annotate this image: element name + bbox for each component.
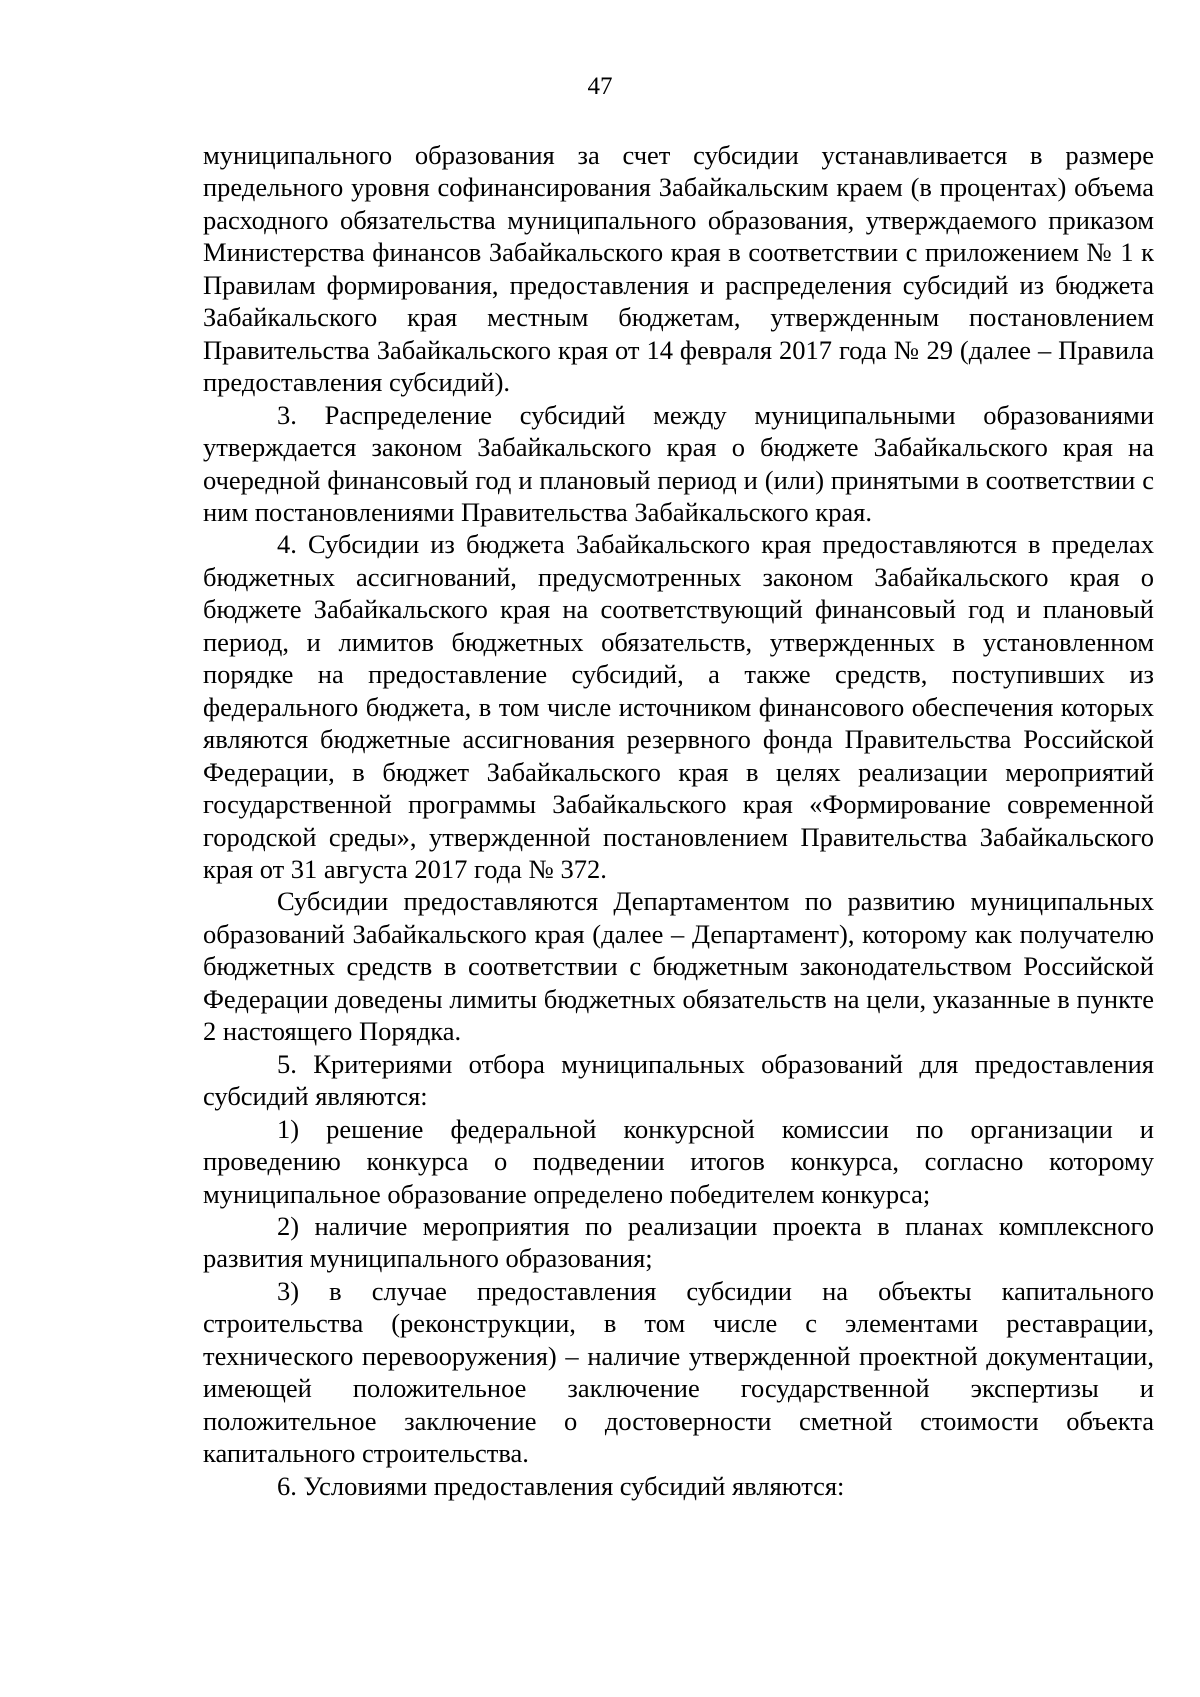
paragraph-6-conditions: 6. Условиями предоставления субсидий являются: bbox=[277, 1470, 845, 1501]
paragraph-3-distribution: 3. Распределение субсидий между муниципальными образованиями утверждается законом Забайкальского края о бюджете Забайкальского края на очередной финансовый год и плановый период и (или) принятыми в соответствии с ним постановлениями Правительства Забайкальского края. bbox=[203, 399, 1154, 527]
list-item-criterion-1: 1) решение федеральной конкурсной комиссии по организации и проведению конкурса о подведении итогов конкурса, согласно которому муниципальное образование определено победителем конкурса; bbox=[203, 1113, 1154, 1209]
paragraph-4-budget-limits: 4. Субсидии из бюджета Забайкальского края предоставляются в пределах бюджетных ассигнований, предусмотренных законом Забайкальского края о бюджете Забайкальского края на соответствующий финансовый год и плановый период, и лимитов бюджетных обязательств, утвержденных в установленном порядке на предоставление субсидий, а также средств, поступивших из федерального бюджета, в том числе источником финансового обеспечения которых являются бюджетные ассигнования резервного фонда Правительства Российской Федерации, в бюджет Забайкальского края в целях реализации мероприятий государственной программы Забайкальского края «Формирование современной городской среды», утвержденной постановлением Правительства Забайкальского края от 31 августа 2017 года № 372. bbox=[203, 529, 1154, 884]
paragraph-department: Субсидии предоставляются Департаментом по развитию муниципальных образований Забайкальского края (далее – Департамент), которому как получателю бюджетных средств в соответствии с бюджетным законодательством Российской Федерации доведены лимиты бюджетных обязательств на цели, указанные в пункте 2 настоящего Порядка. bbox=[203, 886, 1154, 1047]
paragraph-5-criteria: 5. Критериями отбора муниципальных образований для предоставления субсидий являются: bbox=[203, 1048, 1154, 1112]
paragraph-subsidy-share: муниципального образования за счет субсидии устанавливается в размере предельного уровня софинансирования Забайкальским краем (в процентах) объема расходного обязательства муниципального образования, утверждаемого приказом Министерства финансов Забайкальского края в соответствии с приложением № 1 к Правилам формирования, предоставления и распределения субсидий из бюджета Забайкальского края местным бюджетам, утвержденным постановлением Правительства Забайкальского края от 14 февраля 2017 года № 29 (далее – Правила предоставления субсидий). bbox=[203, 140, 1154, 398]
page-number: 47 bbox=[587, 73, 613, 100]
document-body bbox=[203, 139, 1154, 1502]
list-item-criterion-2: 2) наличие мероприятия по реализации проекта в планах комплексного развития муниципального образования; bbox=[203, 1210, 1154, 1274]
list-item-criterion-3: 3) в случае предоставления субсидии на объекты капитального строительства (реконструкции, в том числе с элементами реставрации, технического перевооружения) – наличие утвержденной проектной документации, имеющей положительное заключение государственной экспертизы и положительное заключение о достоверности сметной стоимости объекта капитального строительства. bbox=[203, 1275, 1154, 1469]
